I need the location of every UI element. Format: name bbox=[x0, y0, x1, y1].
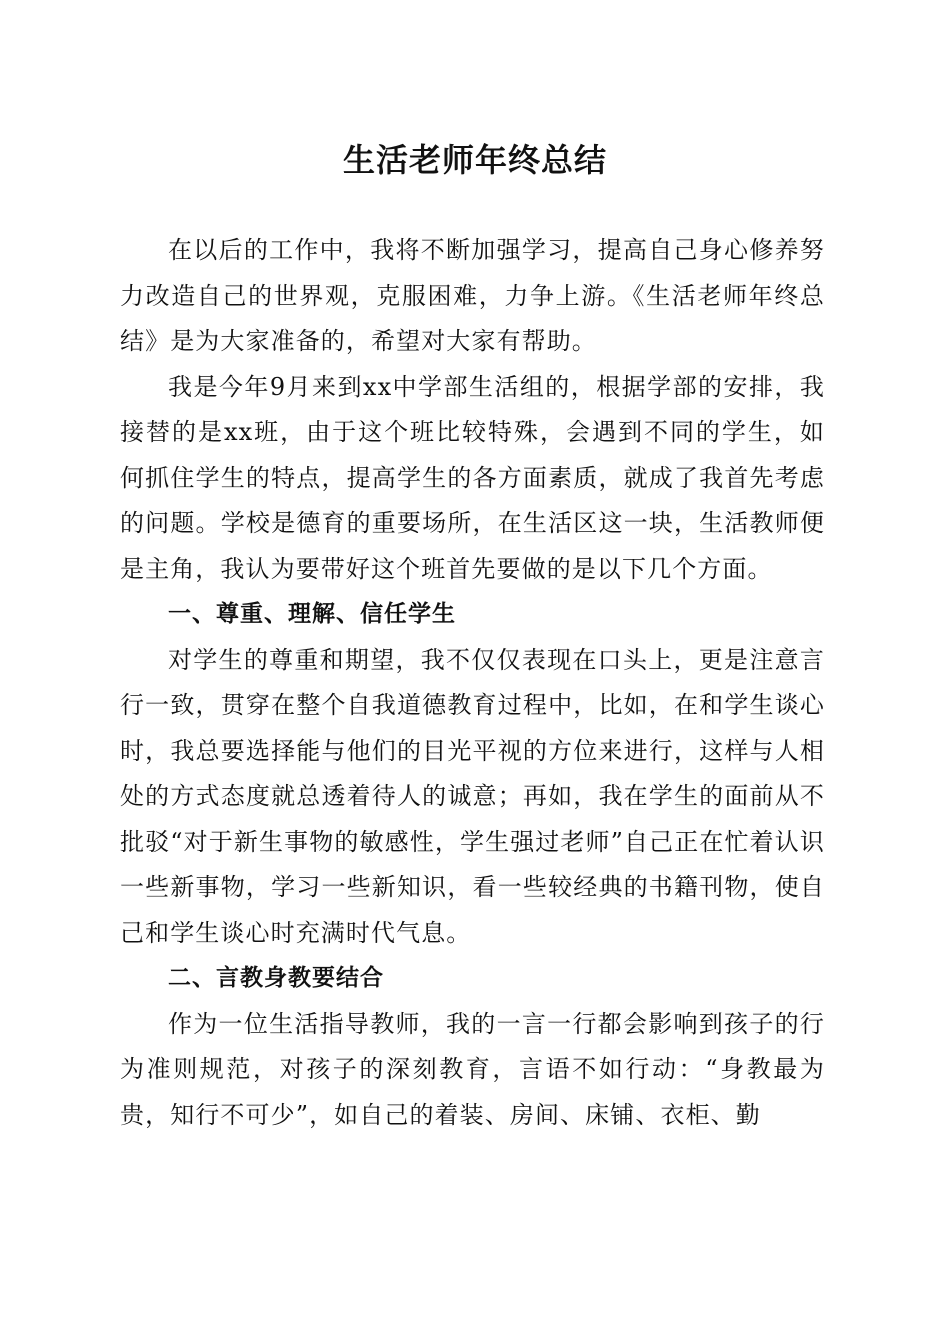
paragraph-background: 我是今年9月来到xx中学部生活组的，根据学部的安排，我接替的是xx班，由于这个班比较特殊，会遇到不同的学生，如何抓住学生的特点，提高学生的各方面素质，就成了我首先考虑的问题。学校是德育的重要场所，在生活区这一块，生活教师便是主角，我认为要带好这个班首先要做的是以下几个方面。 bbox=[120, 372, 825, 583]
section-heading-1: 一、尊重、理解、信任学生 bbox=[168, 601, 456, 627]
document-title: 生活老师年终总结 bbox=[342, 141, 607, 179]
section-heading-2: 二、言教身教要结合 bbox=[168, 965, 384, 991]
document-body bbox=[120, 228, 825, 1138]
paragraph-respect: 对学生的尊重和期望，我不仅仅表现在口头上，更是注意言行一致，贯穿在整个自我道德教育过程中，比如，在和学生谈心时，我总要选择能与他们的目光平视的方位来进行，这样与人相处的方式态度就总透着待人的诚意；再如，我在学生的面前从不批驳“对于新生事物的敏感性，学生强过老师”自己正在忙着认识一些新事物，学习一些新知识，看一些较经典的书籍刊物，使自己和学生谈心时充满时代气息。 bbox=[120, 645, 825, 947]
paragraph-example: 作为一位生活指导教师，我的一言一行都会影响到孩子的行为准则规范，对孩子的深刻教育，言语不如行动：“身教最为贵，知行不可少”，如自己的着装、房间、床铺、衣柜、勤 bbox=[120, 1009, 825, 1129]
paragraph-intro: 在以后的工作中，我将不断加强学习，提高自己身心修养努力改造自己的世界观，克服困难，力争上游。《生活老师年终总结》是为大家准备的，希望对大家有帮助。 bbox=[120, 236, 825, 355]
